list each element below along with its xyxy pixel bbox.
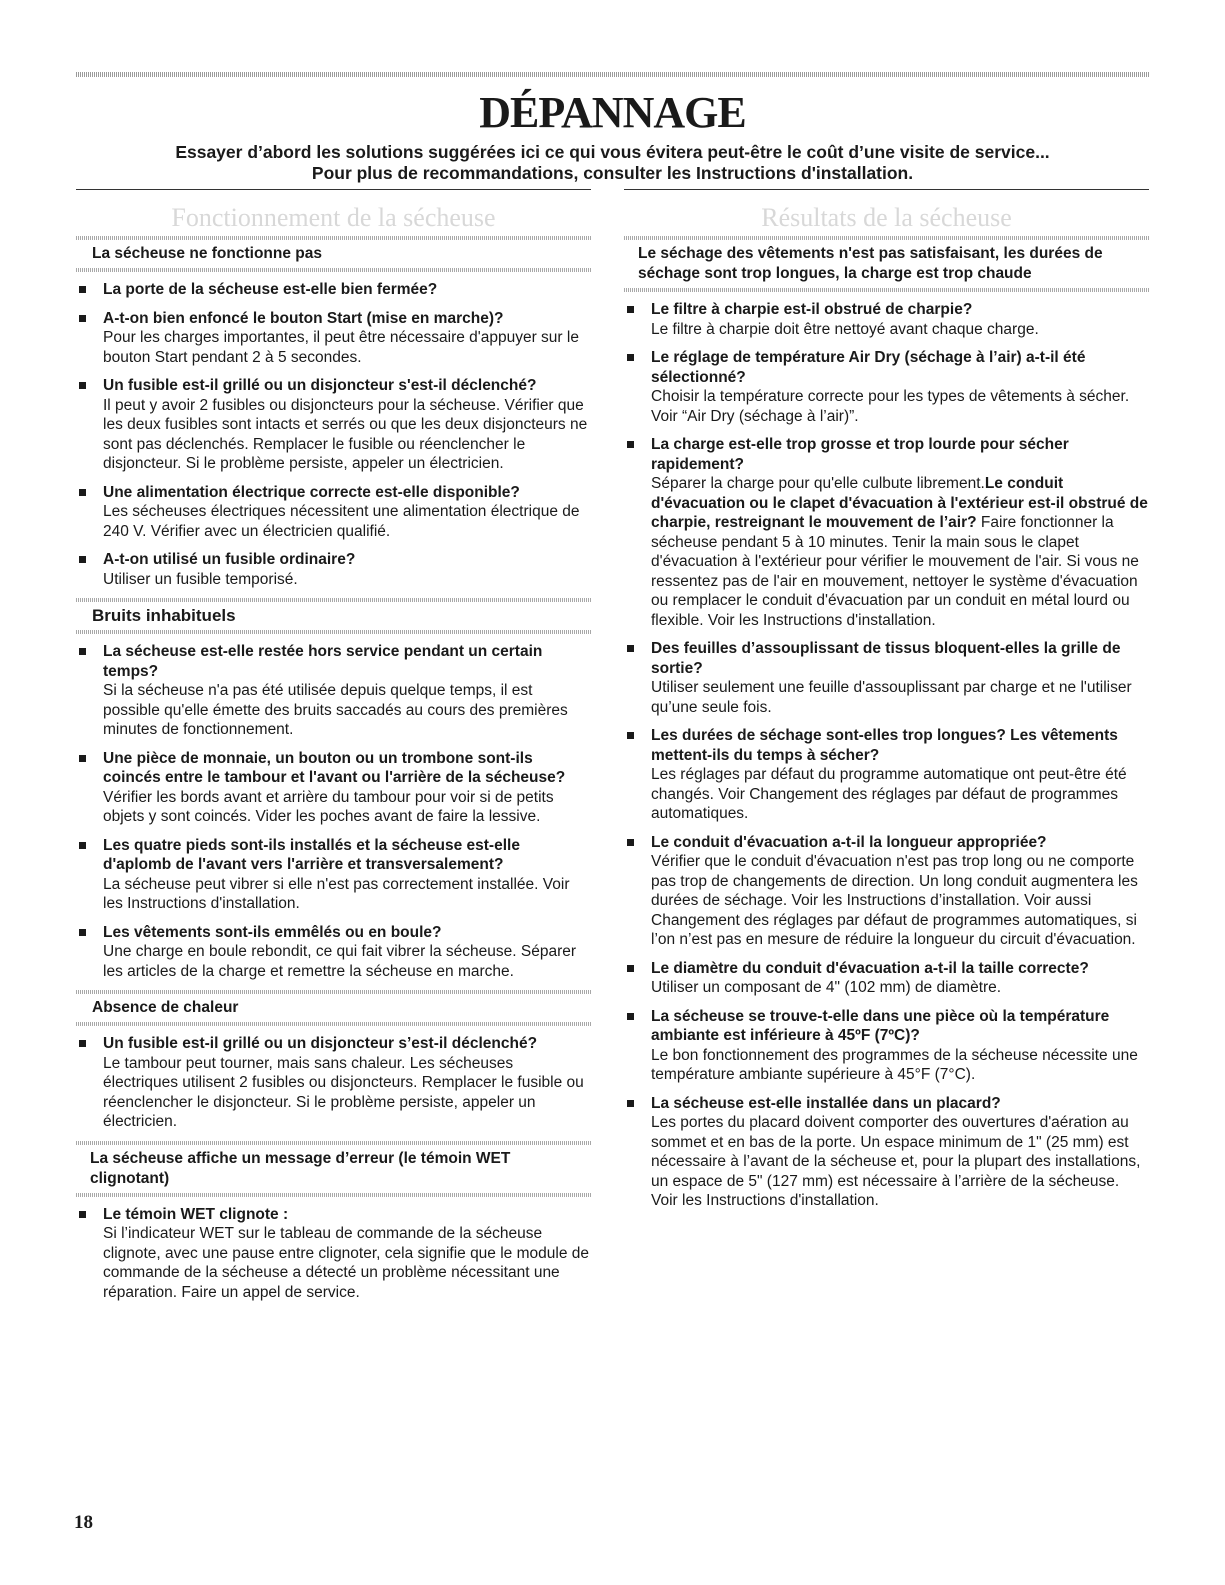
answer-text: Séparer la charge pour qu'elle culbute librement. — [651, 475, 985, 492]
answer: Vérifier les bords avant et arrière du tambour pour voir si de petits objets y sont coincés. Vider les poches avant de faire la lessive. — [103, 788, 554, 825]
troubleshooting-list — [76, 280, 591, 589]
list-item — [76, 550, 591, 589]
list-item — [76, 749, 591, 827]
page-title: DÉPANNAGE — [479, 88, 746, 137]
bullet-icon — [627, 306, 634, 313]
group-heading: Absence de chaleur — [92, 999, 239, 1016]
bullet-icon — [79, 842, 86, 849]
right-column — [624, 200, 1149, 1220]
list-item — [76, 376, 591, 474]
question: Le diamètre du conduit d'évacuation a-t-il la taille correcte? — [651, 959, 1089, 977]
answer: Utiliser un composant de 4" (102 mm) de diamètre. — [651, 979, 1002, 996]
list-item — [76, 1205, 591, 1303]
question: A-t-on bien enfoncé le bouton Start (mise en marche)? — [103, 309, 504, 327]
question: La porte de la sécheuse est-elle bien fermée? — [103, 281, 438, 298]
bullet-icon — [627, 1100, 634, 1107]
bullet-icon — [627, 1013, 634, 1020]
answer: Le filtre à charpie doit être nettoyé avant chaque charge. — [651, 320, 1039, 338]
answer: Si la sécheuse n'a pas été utilisée depuis quelque temps, il est possible qu'elle émette des bruits saccadés au cours des premières minutes de fonctionnement. — [103, 682, 568, 738]
list-item — [76, 836, 591, 914]
answer: Pour les charges importantes, il peut être nécessaire d'appuyer sur le bouton Start pendant 2 à 5 secondes. — [103, 329, 579, 366]
list-item — [624, 435, 1149, 630]
list-item — [76, 923, 591, 982]
question: Le réglage de température Air Dry (séchage à l’air) a-t-il été sélectionné? — [651, 349, 1086, 386]
top-dotted-rule — [76, 72, 1149, 77]
answer: Une charge en boule rebondit, ce qui fait vibrer la sécheuse. Séparer les articles de la charge et remettre la sécheuse en marche. — [103, 943, 577, 980]
list-item — [624, 833, 1149, 950]
section-title-dryer-results: Résultats de la sécheuse — [761, 203, 1012, 232]
inline-question: Le conduit d'évacuation ou le clapet d'évacuation à l'extérieur est-il obstrué de charpie, restreignant le mouvement de l’air? — [651, 475, 1148, 531]
bullet-icon — [79, 286, 86, 293]
question: Le témoin WET clignote : — [103, 1205, 289, 1223]
bullet-icon — [627, 965, 634, 972]
question: Un fusible est-il grillé ou un disjoncteur s'est-il déclenché? — [103, 377, 537, 394]
page-number: 18 — [74, 1512, 93, 1533]
subtitle-line-2: Pour plus de recommandations, consulter les Instructions d'installation. — [311, 163, 914, 183]
question: Le conduit d'évacuation a-t-il la longueur appropriée? — [651, 833, 1047, 851]
answer: La sécheuse peut vibrer si elle n'est pas correctement installée. Voir les Instructions d'installation. — [103, 875, 570, 912]
left-column — [76, 200, 591, 1311]
list-item — [624, 300, 1149, 339]
answer: Utiliser un fusible temporisé. — [103, 570, 298, 588]
left-column-rule — [76, 189, 591, 190]
answer: Il peut y avoir 2 fusibles ou disjoncteurs pour la sécheuse. Vérifier que les deux fusibles sont intacts et serrés ou que les deux disjoncteurs ne sont pas déclenchés. Remplacer le fusible ou réenclencher le disjoncteur. Si le problème persiste, appeler un électricien. — [103, 396, 588, 472]
question: Les quatre pieds sont-ils installés et la sécheuse est-elle d'aplomb de l'avant vers l'arrière et transversalement? — [103, 836, 520, 873]
answer: Choisir la température correcte pour les types de vêtements à sécher. Voir “Air Dry (séchage à l’air)”. — [651, 388, 1130, 425]
answer: Si l’indicateur WET sur le tableau de commande de la sécheuse clignote, avec une pause entre clignoter, cela signifie que le module de commande de la sécheuse a détecté un problème nécessitant une réparation. Faire un appel de service. — [103, 1225, 589, 1301]
answer: Les sécheuses électriques nécessitent une alimentation électrique de 240 V. Vérifier avec un électricien qualifié. — [103, 503, 580, 540]
bullet-icon — [79, 556, 86, 563]
answer: Le tambour peut tourner, mais sans chaleur. Les sécheuses électriques utilisent 2 fusibles ou disjoncteurs. Remplacer le fusible ou réenclencher le disjoncteur. Si le problème persiste, appeler un électricien. — [103, 1054, 584, 1130]
group-heading: Le séchage des vêtements n'est pas satisfaisant, les durées de séchage sont trop longues, la charge est trop chaude — [638, 245, 1103, 282]
bullet-icon — [79, 1040, 86, 1047]
question: Une alimentation électrique correcte est-elle disponible? — [103, 483, 520, 501]
question: Une pièce de monnaie, un bouton ou un trombone sont-ils coincés entre le tambour et l'avant ou l'arrière de la sécheuse? — [103, 749, 566, 786]
question: Le filtre à charpie est-il obstrué de charpie? — [651, 301, 973, 318]
troubleshooting-list — [76, 642, 591, 981]
answer: Utiliser seulement une feuille d'assouplissant par charge et ne l'utiliser qu’une seule fois. — [651, 679, 1132, 716]
question: La sécheuse est-elle restée hors service pendant un certain temps? — [103, 643, 543, 680]
list-item — [624, 348, 1149, 426]
answer: Les réglages par défaut du programme automatique ont peut-être été changés. Voir Changement des réglages par défaut de programmes automatiques. — [651, 766, 1127, 822]
bullet-icon — [627, 354, 634, 361]
question: A-t-on utilisé un fusible ordinaire? — [103, 551, 356, 568]
question: La sécheuse se trouve-t-elle dans une pièce où la température ambiante est inférieure à 45ºF (7ºC)? — [651, 1007, 1110, 1044]
group-heading: La sécheuse affiche un message d’erreur (le témoin WET clignotant) — [90, 1149, 511, 1187]
bullet-icon — [79, 755, 86, 762]
list-item — [76, 280, 591, 300]
list-item — [624, 1007, 1149, 1085]
question: Les vêtements sont-ils emmêlés ou en boule? — [103, 923, 442, 941]
subtitle-line-1: Essayer d’abord les solutions suggérées ici ce qui vous évitera peut-être le coût d’une visite de service... — [175, 142, 1050, 162]
page-subtitle — [0, 142, 1225, 184]
question: La sécheuse est-elle installée dans un placard? — [651, 1094, 1001, 1112]
list-item — [624, 1094, 1149, 1211]
answer: Vérifier que le conduit d'évacuation n'est pas trop long ou ne comporte pas trop de changements de direction. Un long conduit augmentera les durées de séchage. Voir les Instructions d’installation. Voir aussi Changement des réglages par défaut de programmes automatiques, si l’on n’est pas en mesure de réduire la longueur du circuit d'évacuation. — [651, 853, 1138, 948]
troubleshooting-list — [76, 1205, 591, 1303]
section-title-dryer-operation: Fonctionnement de la sécheuse — [171, 203, 496, 232]
bullet-icon — [627, 645, 634, 652]
question: Des feuilles d’assouplissant de tissus bloquent-elles la grille de sortie? — [651, 640, 1121, 677]
answer — [651, 474, 1149, 630]
question: La charge est-elle trop grosse et trop lourde pour sécher rapidement? — [651, 436, 1069, 473]
list-item — [76, 1034, 591, 1132]
bullet-icon — [79, 929, 86, 936]
question: Un fusible est-il grillé ou un disjoncteur s’est-il déclenché? — [103, 1035, 538, 1052]
list-item — [624, 959, 1149, 998]
troubleshooting-list — [624, 300, 1149, 1211]
bullet-icon — [79, 489, 86, 496]
answer: Les portes du placard doivent comporter des ouvertures d'aération au sommet et en bas de la porte. Un espace minimum de 1" (25 mm) est nécessaire à l’avant de la sécheuse et, pour la plupart des installations, un espace de 5" (127 mm) est nécessaire à l’arrière de la sécheuse. Voir les Instructions d'installation. — [651, 1114, 1141, 1209]
list-item — [624, 726, 1149, 824]
group-heading: La sécheuse ne fonctionne pas — [92, 245, 322, 262]
troubleshooting-list — [76, 1034, 591, 1132]
answer: Le bon fonctionnement des programmes de la sécheuse nécessite une température ambiante supérieure à 45°F (7°C). — [651, 1046, 1138, 1083]
group-heading: Bruits inhabituels — [92, 606, 236, 625]
list-item — [76, 309, 591, 368]
question: Les durées de séchage sont-elles trop longues? Les vêtements mettent-ils du temps à sécher? — [651, 727, 1118, 764]
bullet-icon — [79, 315, 86, 322]
bullet-icon — [79, 648, 86, 655]
list-item — [76, 642, 591, 740]
bullet-icon — [627, 441, 634, 448]
right-column-rule — [624, 189, 1149, 190]
bullet-icon — [627, 732, 634, 739]
bullet-icon — [79, 382, 86, 389]
list-item — [624, 639, 1149, 717]
list-item — [76, 483, 591, 542]
bullet-icon — [627, 839, 634, 846]
bullet-icon — [79, 1211, 86, 1218]
answer-text: Faire fonctionner la sécheuse pendant 5 à 10 minutes. Tenir la main sous le clapet d'évacuation à l'extérieur pour vérifier le mouvement de l'air. Si vous ne ressentez pas de l'air en mouvement, nettoyer le système d'évacuation ou remplacer le conduit d'évacuation par un conduit en métal lourd ou flexible. Voir les Instructions d'installation. — [651, 514, 1139, 629]
